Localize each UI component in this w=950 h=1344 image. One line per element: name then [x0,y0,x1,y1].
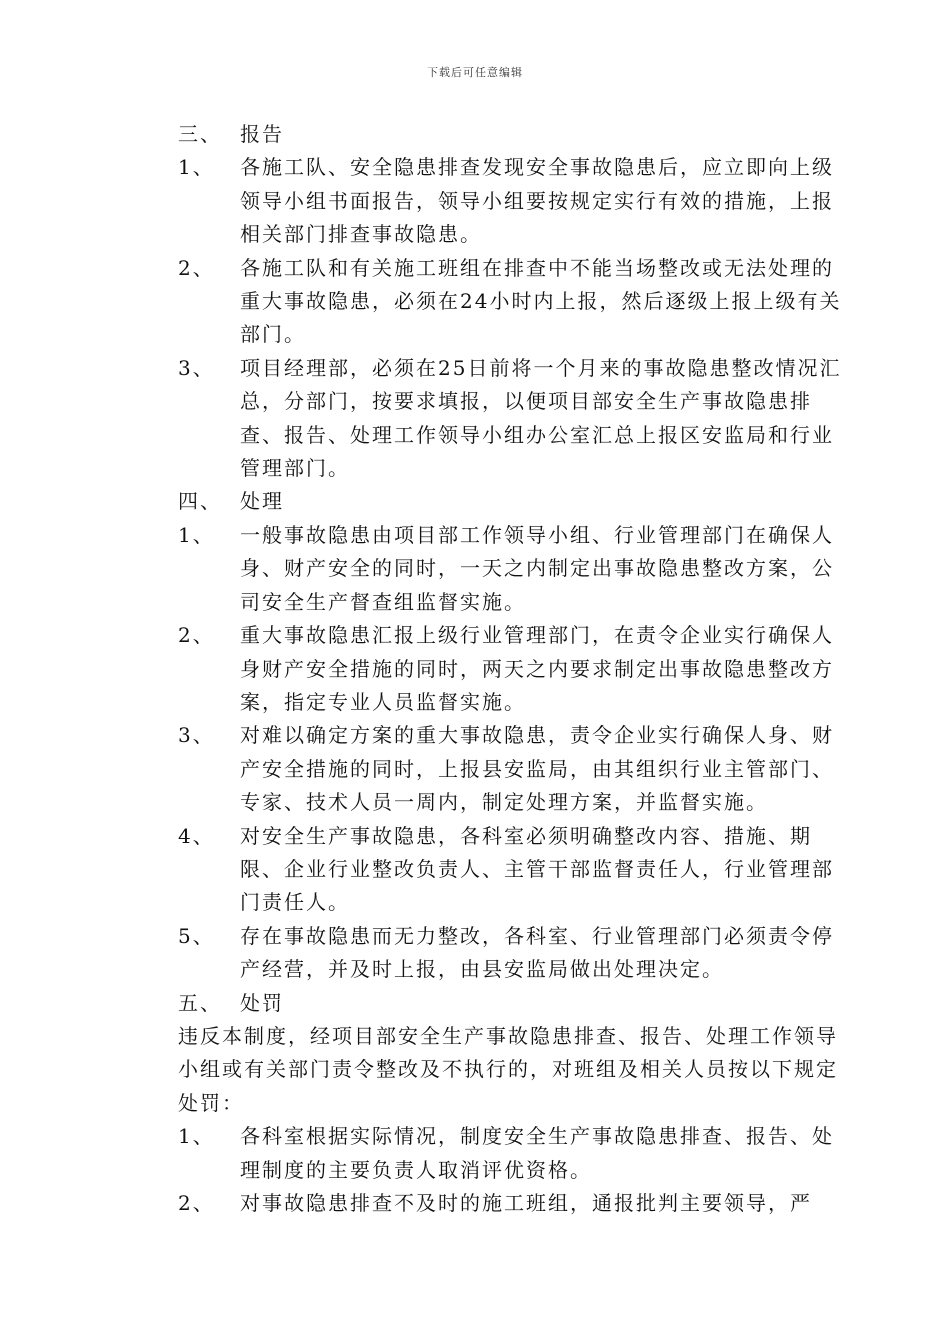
section-number: 四、 [178,489,222,514]
section-heading [178,987,843,1020]
item-text: 一般事故隐患由项目部工作领导小组、行业管理部门在确保人身、财产安全的同时，一天之内制定出事故隐患整改方案，公司安全生产督查组监督实施。 [240,522,834,614]
item-text: 各施工队、安全隐患排查发现安全事故隐患后，应立即向上级领导小组书面报告，领导小组要按规定实行有效的措施，上报相关部门排查事故隐患。 [240,155,834,247]
item-number: 2、 [178,255,215,280]
section-title: 处理 [240,489,284,514]
item-number: 3、 [178,723,215,748]
item-text: 各科室根据实际情况，制度安全生产事故隐患排查、报告、处理制度的主要负责人取消评优资格。 [240,1124,834,1182]
list-item [178,619,843,719]
section-penalty [178,987,843,1221]
list-item [178,719,843,819]
item-text: 对安全生产事故隐患，各科室必须明确整改内容、措施、期限、企业行业整改负责人、主管干部监督责任人，行业管理部门责任人。 [240,823,834,915]
section-number: 五、 [178,990,222,1015]
section-title: 报告 [240,122,284,146]
item-number: 2、 [178,623,215,648]
section-heading [178,118,843,151]
item-text: 各施工队和有关施工班组在排查中不能当场整改或无法处理的重大事故隐患，必须在24小时内上报，然后逐级上报上级有关部门。 [240,255,842,347]
item-text: 重大事故隐患汇报上级行业管理部门，在责令企业实行确保人身财产安全措施的同时，两天之内要求制定出事故隐患整改方案，指定专业人员监督实施。 [240,623,834,714]
item-text: 对事故隐患排查不及时的施工班组，通报批判主要领导，严 [240,1191,812,1215]
item-number: 1、 [178,522,215,547]
section-report [178,118,843,485]
header-note: 下载后可任意编辑 [427,66,523,79]
item-text: 对难以确定方案的重大事故隐患，责令企业实行确保人身、财产安全措施的同时，上报县安监局，由其组织行业主管部门、专家、技术人员一周内，制定处理方案，并监督实施。 [240,723,834,815]
section-heading [178,485,843,518]
list-item [178,820,843,920]
section-handling [178,485,843,986]
item-number: 1、 [178,155,215,180]
list-item [178,252,843,352]
item-number: 4、 [178,823,215,848]
list-item [178,1187,843,1220]
document-body [178,118,843,1220]
list-item [178,352,843,486]
item-text: 存在事故隐患而无力整改，各科室、行业管理部门必须责令停产经营，并及时上报，由县安监局做出处理决定。 [240,923,834,982]
item-text: 项目经理部，必须在25日前将一个月来的事故隐患整改情况汇总，分部门，按要求填报，以便项目部安全生产事故隐患排查、报告、处理工作领导小组办公室汇总上报区安监局和行业管理部门。 [240,355,842,481]
item-number: 1、 [178,1124,215,1149]
list-item [178,151,843,251]
section-title: 处罚 [240,990,284,1015]
section-intro: 违反本制度，经项目部安全生产事故隐患排查、报告、处理工作领导小组或有关部门责令整改及不执行的，对班组及相关人员按以下规定处罚： [178,1023,838,1115]
item-number: 3、 [178,355,215,380]
list-item [178,920,843,987]
section-number: 三、 [178,122,222,146]
item-number: 2、 [178,1191,215,1215]
list-item [178,1120,843,1187]
item-number: 5、 [178,923,215,948]
list-item [178,519,843,619]
